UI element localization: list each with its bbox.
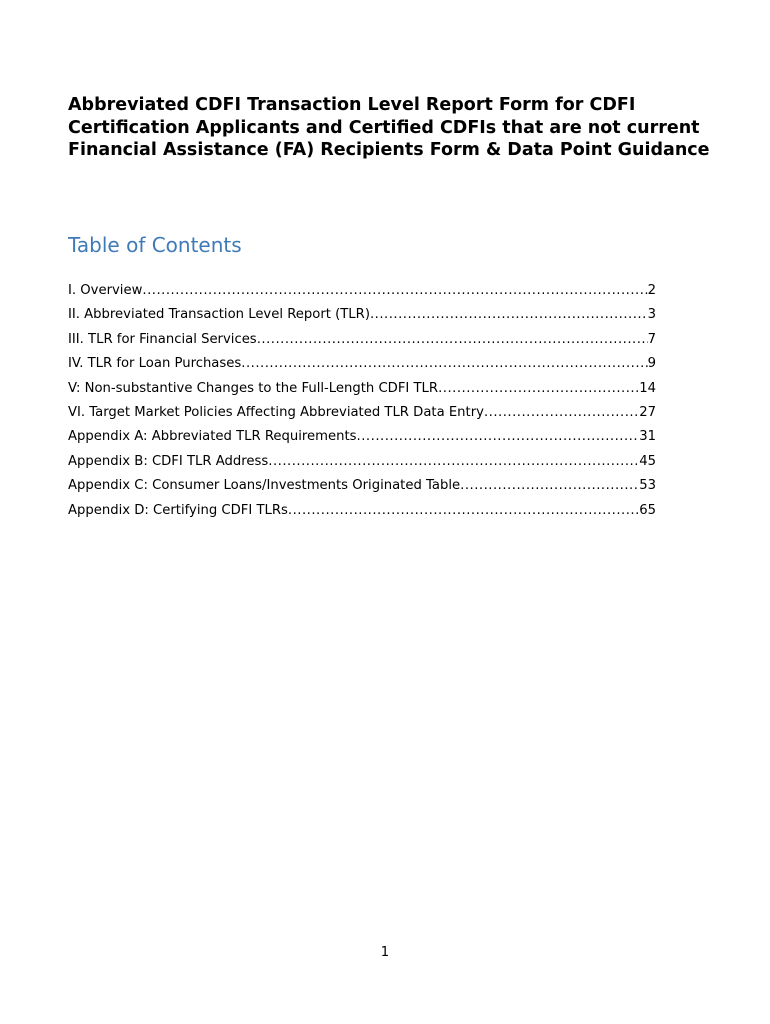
toc-entry-appendix-c[interactable] [68,476,656,500]
toc-entry-label: I. Overview [68,283,143,298]
toc-entry-label: Appendix A: Abbreviated TLR Requirements [68,429,357,445]
toc-entry-page: 3 [647,307,656,323]
toc-entry-page: 31 [639,429,656,445]
toc-entry-appendix-d[interactable] [68,501,656,525]
toc-entry-overview[interactable] [68,281,656,305]
toc-entry-label: IV. TLR for Loan Purchases [68,356,242,372]
toc-dot-leader [460,476,639,496]
toc-entry-page: 7 [647,331,656,347]
table-of-contents [68,281,656,525]
toc-dot-leader [484,403,639,423]
toc-entry-target-market-policies[interactable] [68,403,656,427]
toc-dot-leader [268,452,639,472]
toc-dot-leader [257,330,648,350]
toc-entry-label: II. Abbreviated Transaction Level Report (TLR) [68,307,370,323]
toc-dot-leader [438,379,639,399]
toc-heading: Table of Contents [68,233,242,257]
toc-entry-loan-purchases[interactable] [68,354,656,378]
toc-entry-label: Appendix D: Certifying CDFI TLRs [68,502,288,518]
toc-entry-page: 2 [647,283,656,298]
toc-dot-leader [357,427,640,447]
document-title: Abbreviated CDFI Transaction Level Report Form for CDFI Certification Applicants and Certified CDFIs that are not current Financial Assistance (FA) Recipients Form & Data Point Guidance [68,95,710,161]
toc-entry-appendix-b[interactable] [68,452,656,476]
toc-dot-leader [370,305,648,325]
toc-dot-leader [288,501,639,521]
toc-entry-abbreviated-tlr[interactable] [68,305,656,329]
toc-entry-page: 9 [647,356,656,372]
toc-entry-label: VI. Target Market Policies Affecting Abbreviated TLR Data Entry [68,404,484,420]
toc-entry-page: 53 [639,478,656,494]
toc-entry-label: Appendix B: CDFI TLR Address [68,453,269,469]
page-number: 1 [380,945,390,960]
toc-entry-label: V: Non-substantive Changes to the Full-Length CDFI TLR [68,380,439,396]
toc-entry-page: 45 [639,453,656,469]
toc-entry-financial-services[interactable] [68,330,656,354]
toc-entry-page: 27 [639,404,656,420]
toc-dot-leader [241,354,647,374]
toc-entry-label: III. TLR for Financial Services [68,331,257,347]
toc-entry-non-substantive-changes[interactable] [68,379,656,403]
toc-entry-appendix-a[interactable] [68,427,656,451]
toc-entry-page: 65 [639,502,656,518]
toc-dot-leader [142,281,647,301]
toc-entry-label: Appendix C: Consumer Loans/Investments Originated Table [68,478,461,494]
toc-entry-page: 14 [639,380,656,396]
